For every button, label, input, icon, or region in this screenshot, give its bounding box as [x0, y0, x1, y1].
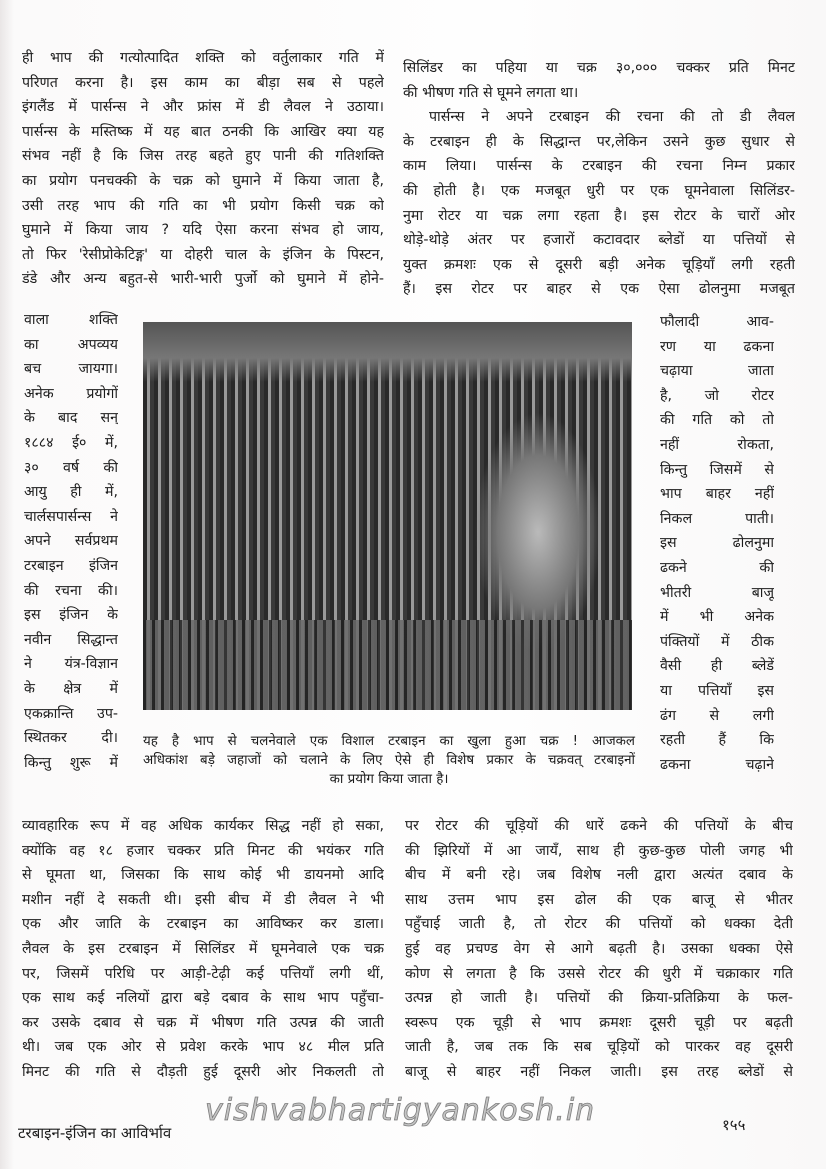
text-line: इस ढोलनुमा — [660, 535, 774, 552]
text-line: नवीन सिद्धान्त — [24, 631, 118, 648]
text-line: की गति को तो — [660, 412, 774, 429]
text-line: पार्सन्स ने अपने टरबाइन की रचना की तो डी लैवल — [429, 109, 795, 126]
text-line: बच जायगा। — [24, 361, 118, 378]
text-line: पहुँचाई जाती है, तो रोटर की पत्तियों को धक्का देती — [405, 916, 793, 933]
text-line: जाती है, जब तक कि सब चूड़ियों को पारकर वह दूसरी — [405, 1039, 793, 1056]
text-line: पर, जिसमें परिधि पर आड़ी-टेढ़ी कई पत्तियाँ लगी थीं, — [22, 965, 384, 982]
text-line: एकक्रान्ति उप- — [24, 705, 118, 722]
text-line: ही भाप की गत्योत्पादित शक्ति को वर्तुलाकार गति में — [22, 50, 384, 66]
text-line: नहीं रोकता, — [660, 436, 774, 453]
text-line: पर रोटर की चूड़ियों की धारें ढकने की पत्तियों के बीच — [405, 818, 793, 834]
text-line: बीच में बनी रहे। जब विशेष नली द्वारा अत्यंत दबाव के — [405, 867, 793, 884]
text-line: थोड़े-थोड़े अंतर पर हजारों कटावदार ब्लेडों या पत्तियों से — [403, 232, 795, 249]
text-block-top-left — [22, 46, 384, 292]
page-number: १५५ — [722, 1116, 746, 1134]
text-line: नुमा रोटर या चक्र लगा रहता है। इस रोटर के चारों ओर — [403, 207, 795, 224]
text-line: संभव नहीं है कि जिस तरह बहते हुए पानी की गतिशक्ति — [22, 148, 384, 165]
text-line: इस इंजिन के — [24, 607, 118, 624]
text-block-top-right — [403, 56, 795, 302]
text-line: साथ उत्तम भाप इस ढोल की एक बाजू से भीतर — [405, 891, 793, 908]
text-line: वाला शक्ति — [24, 312, 118, 328]
text-line: युक्त क्रमशः एक से दूसरी बड़ी अनेक चूड़ियाँ लगी रहती — [403, 256, 795, 273]
text-line: पार्सन्स के मस्तिष्क में यह बात ठनकी कि आखिर क्या यह — [22, 123, 384, 140]
text-line: उसी तरह भाप की गति का भी प्रयोग किसी चक्र को — [22, 197, 384, 214]
text-block-bottom-right — [405, 814, 793, 1085]
text-line: १८८४ ई० में, — [24, 434, 118, 451]
text-line: उत्पन्न हो जाती है। पत्तियों की क्रिया-प्रतिक्रिया के फल- — [405, 990, 793, 1007]
text-line: के बाद सन् — [24, 410, 118, 427]
text-line: एक साथ कई नलियों द्वारा बड़े दबाव के साथ भाप पहुँचा- — [22, 990, 384, 1007]
text-line: व्यावहारिक रूप में वह अधिक कार्यकर सिद्ध नहीं हो सका, — [22, 818, 384, 834]
text-line: हैं। इस रोटर पर बाहर से एक ऐसा ढोलनुमा मजबूत — [403, 281, 795, 298]
caption-line: का प्रयोग किया जाता है। — [329, 772, 449, 787]
text-line: में भी अनेक — [660, 609, 774, 626]
text-line: आयु ही में, — [24, 484, 118, 501]
text-line: के टरबाइन ही के सिद्धान्त पर,लेकिन उसने कुछ सुधार से — [403, 133, 795, 150]
text-line: घुमाने में किया जाय ? यदि ऐसा करना संभव हो जाय, — [22, 222, 384, 239]
text-line: ने यंत्र-विज्ञान — [24, 656, 118, 673]
text-line: स्थितकर दी। — [24, 730, 118, 747]
turbine-photo — [143, 322, 632, 710]
text-line: क्योंकि वह १८ हजार चक्कर प्रति मिनट की भयंकर गति — [22, 842, 384, 859]
text-line: चढ़ाया जाता — [660, 363, 774, 380]
text-line: ३० वर्ष की — [24, 459, 118, 476]
text-line: कोण से लगता है कि उससे रोटर की धुरी में चक्राकार गति — [405, 965, 793, 982]
text-line: का अपव्यय — [24, 336, 118, 353]
text-line: की रचना की। — [24, 582, 118, 599]
text-line: के क्षेत्र में — [24, 680, 118, 697]
text-line: चार्लसपार्सन्स ने — [24, 508, 118, 525]
text-line: पंक्तियों में ठीक — [660, 633, 774, 650]
text-line: परिणत करना है। इस काम का बीड़ा सब से पहले — [22, 74, 384, 91]
text-line: मिनट की गति से दौड़ती हुई दूसरी ओर निकलती तो — [22, 1063, 384, 1080]
text-line: ढकना चढ़ाने — [660, 756, 774, 773]
caption-line: यह है भाप से चलनेवाले एक विशाल टरबाइन का खुला हुआ चक्र ! आजकल — [143, 734, 635, 749]
text-line: स्वरूप एक चूड़ी से भाप क्रमशः दूसरी चूड़ी पर बढ़ती — [405, 1014, 793, 1031]
photo-caption — [143, 732, 635, 789]
text-block-narrow-left — [24, 308, 118, 775]
text-line: बाजू से बाहर नहीं निकल जाती। इस तरह ब्लेडों से — [405, 1063, 793, 1080]
text-line: भाप बाहर नहीं — [660, 486, 774, 503]
text-line: की होती है। एक मजबूत धुरी पर एक घूमनेवाला सिलिंडर- — [403, 182, 795, 199]
text-line: रहती हैं कि — [660, 732, 774, 749]
footer-chapter-title: टरबाइन-इंजिन का आविर्भाव — [18, 1124, 172, 1142]
text-line: ढंग से लगी — [660, 707, 774, 724]
text-line: रण या ढकना — [660, 338, 774, 355]
text-line: डंडे और अन्य बहुत-से भारी-भारी पुर्जो को घुमाने में होने- — [22, 271, 384, 288]
text-line: काम लिया। पार्सन्स के टरबाइन की रचना निम्न प्रकार — [403, 158, 795, 175]
text-line: की झिरियों में आ जायँ, साथ ही कुछ-कुछ पोली जगह भी — [405, 842, 793, 859]
text-line: या पत्तियाँ इस — [660, 682, 774, 699]
text-line: सिलिंडर का पहिया या चक्र ३०,००० चक्कर प्रति मिनट — [403, 60, 795, 76]
text-line: किन्तु जिसमें से — [660, 461, 774, 478]
text-line: थी। जब एक ओर से प्रवेश करके भाप ४८ मील प्रति — [22, 1039, 384, 1056]
text-line: फौलादी आव- — [660, 314, 774, 330]
text-line: इंगलैंड में पार्सन्स ने और फ्रांस में डी लैवल ने उठाया। — [22, 99, 384, 116]
text-line: मशीन नहीं दे सकती थी। इसी बीच में डी लैवल ने भी — [22, 891, 384, 908]
text-line: किन्तु शुरू में — [24, 754, 118, 771]
text-line: वैसी ही ब्लेडें — [660, 658, 774, 675]
text-line: अपने सर्वप्रथम — [24, 533, 118, 550]
text-line: एक और जाति के टरबाइन का आविष्कर कर डाला। — [22, 916, 384, 933]
text-line: हुई वह प्रचण्ड वेग से आगे बढ़ती है। उसका धक्का ऐसे — [405, 940, 793, 957]
text-line: निकल पाती। — [660, 510, 774, 527]
text-line: टरबाइन इंजिन — [24, 557, 118, 574]
text-block-bottom-left — [22, 814, 384, 1085]
text-line: ढकने की — [660, 559, 774, 576]
text-line: लैवल के इस टरबाइन में सिलिंडर में घूमनेवाले एक चक्र — [22, 940, 384, 957]
text-line: तो फिर 'रेसीप्रोकेटिङ्ग' या दोहरी चाल के इंजिन के पिस्टन, — [22, 246, 384, 263]
text-line: कर उसके दबाव से चक्र में भीषण गति उत्पन्न की जाती — [22, 1014, 384, 1031]
caption-line: अधिकांश बड़े जहाजों को चलाने के लिए ऐसे ही विशेष प्रकार के चक्रवत् टरबाइनों — [143, 753, 635, 768]
text-line: भीतरी बाजू — [660, 584, 774, 601]
watermark: vishvabhartigyankosh.in — [205, 1093, 596, 1128]
text-line: का प्रयोग पनचक्की के चक्र को घुमाने में किया जाता है, — [22, 172, 384, 189]
text-line: की भीषण गति से घूमने लगता था। — [403, 84, 579, 101]
text-block-narrow-right — [660, 310, 774, 777]
text-line: अनेक प्रयोगों — [24, 385, 118, 402]
text-line: है, जो रोटर — [660, 387, 774, 404]
text-line: से घूमता था, जिसका कि साथ कोई भी डायनमो आदि — [22, 867, 384, 884]
